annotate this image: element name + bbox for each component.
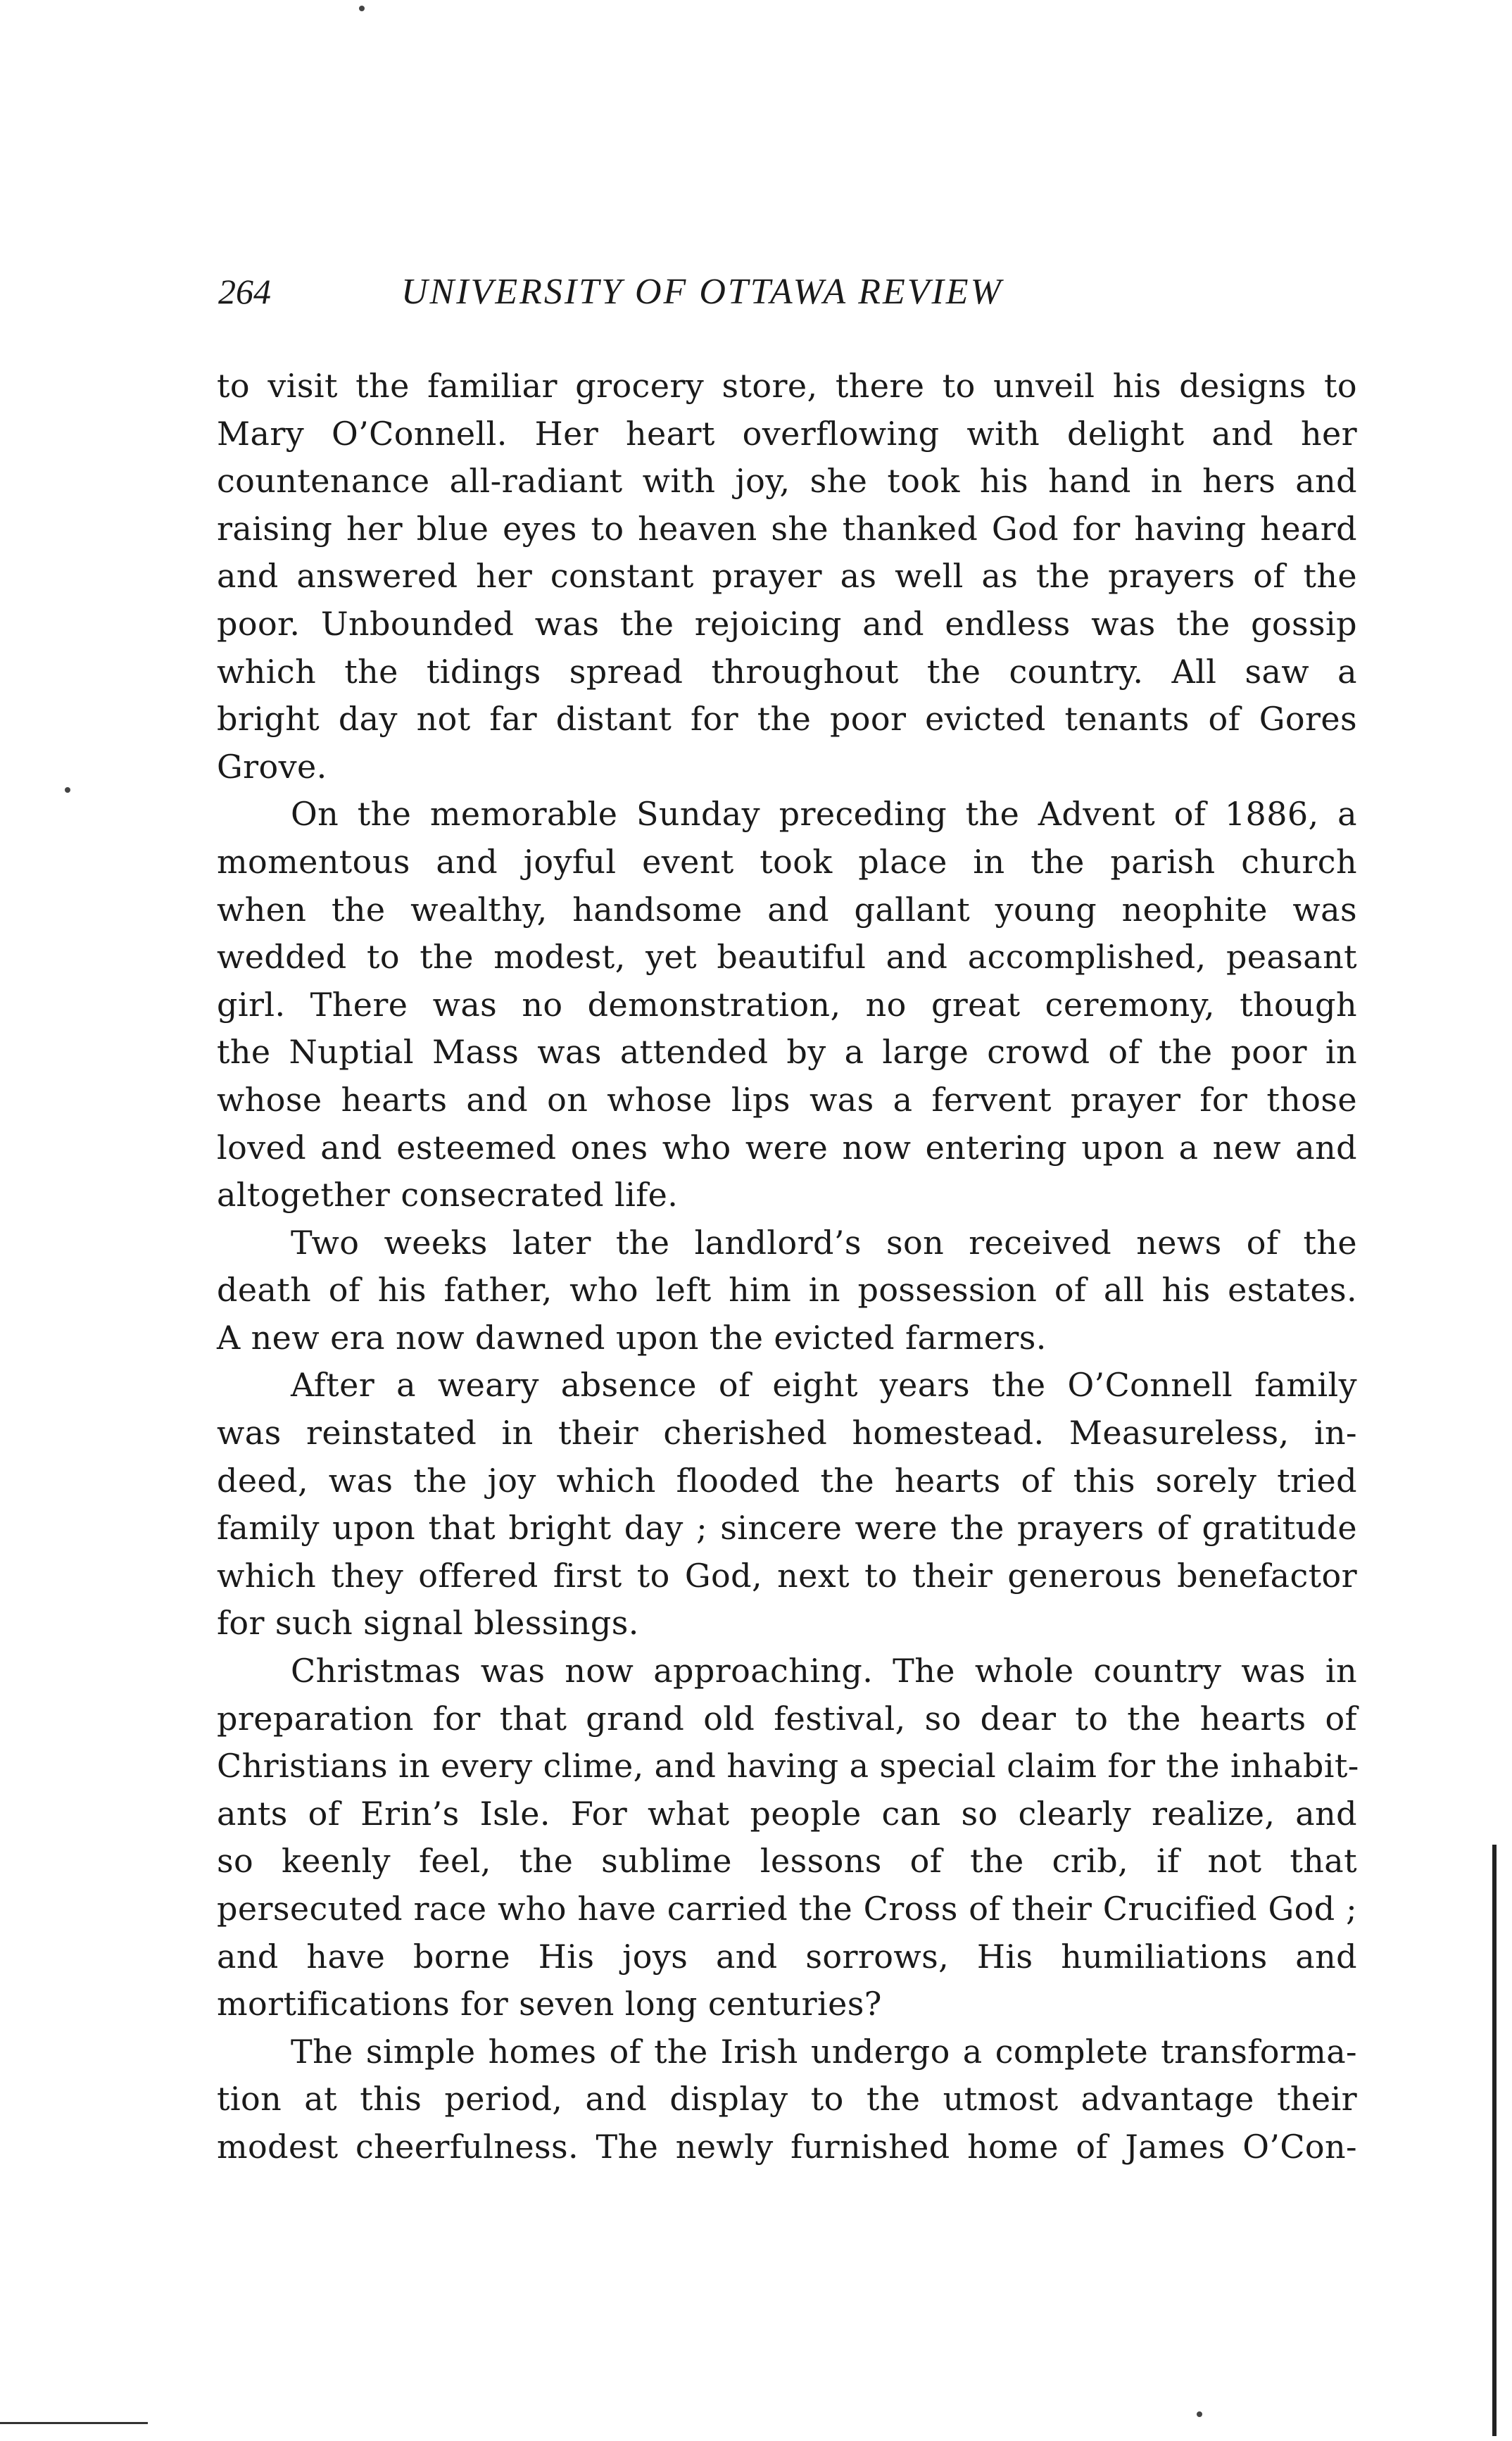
text-line: poor. Unbounded was the rejoicing and endless was the gossip — [217, 604, 1357, 643]
text-line: girl. There was no demonstration, no great ceremony, though — [217, 985, 1357, 1024]
text-line: bright day not far distant for the poor evicted tenants of Gores — [217, 700, 1357, 739]
scan-edge-mark — [1492, 1845, 1497, 2436]
text-line: wedded to the modest, yet beautiful and accomplished, peasant — [217, 938, 1357, 977]
text-line: and have borne His joys and sorrows, His humiliations and — [217, 1937, 1357, 1976]
text-line: death of his father, who left him in possession of all his estates. — [217, 1271, 1357, 1310]
text-line: tion at this period, and display to the utmost advantage their — [217, 2080, 1357, 2119]
page-header — [218, 271, 1359, 320]
running-title: UNIVERSITY OF OTTAWA REVIEW — [401, 272, 1003, 312]
page-number: 264 — [218, 272, 271, 311]
text-line: so keenly feel, the sublime lessons of the crib, if not that — [217, 1842, 1357, 1881]
text-line: altogether consecrated life. — [217, 1176, 679, 1215]
text-line: persecuted race who have carried the Cross of their Crucified God ; — [217, 1890, 1357, 1928]
scan-speck — [1197, 2411, 1202, 2417]
text-line: which they offered first to God, next to their generous benefactor — [217, 1556, 1357, 1595]
text-line: Christians in every clime, and having a special claim for the inhabit- — [217, 1747, 1359, 1786]
text-line: whose hearts and on whose lips was a fervent prayer for those — [217, 1080, 1357, 1119]
text-line: loved and esteemed ones who were now entering upon a new and — [217, 1128, 1357, 1167]
scan-speck — [359, 6, 365, 11]
text-line: family upon that bright day ; sincere were the prayers of gratitude — [217, 1509, 1357, 1548]
text-line: when the wealthy, handsome and gallant young neophite was — [217, 890, 1357, 929]
text-line: mortifications for seven long centuries? — [217, 1985, 882, 2023]
body-text — [217, 363, 1357, 2171]
text-line: Christmas was now approaching. The whole country was in — [291, 1652, 1357, 1690]
text-line: preparation for that grand old festival, so dear to the hearts of — [217, 1699, 1357, 1738]
text-line: A new era now dawned upon the evicted farmers. — [217, 1318, 1047, 1357]
text-line: modest cheerfulness. The newly furnished home of James O’Con- — [217, 2127, 1357, 2166]
text-line: deed, was the joy which flooded the hearts of this sorely tried — [217, 1461, 1357, 1500]
text-line: countenance all-radiant with joy, she took his hand in hers and — [217, 462, 1357, 501]
text-line: raising her blue eyes to heaven she thanked God for having heard — [217, 509, 1357, 548]
text-line: Two weeks later the landlord’s son received news of the — [291, 1223, 1357, 1262]
text-line: Mary O’Connell. Her heart overflowing with delight and her — [217, 414, 1357, 453]
text-line: The simple homes of the Irish undergo a complete transforma- — [291, 2032, 1357, 2071]
scan-edge-line — [0, 2422, 148, 2424]
text-line: which the tidings spread throughout the country. All saw a — [217, 652, 1357, 691]
text-line: and answered her constant prayer as well as the prayers of the — [217, 557, 1357, 596]
text-line: for such signal blessings. — [217, 1604, 639, 1643]
text-line: to visit the familiar grocery store, there to unveil his designs to — [217, 367, 1357, 405]
scan-speck — [65, 787, 70, 793]
text-line: momentous and joyful event took place in the parish church — [217, 842, 1357, 881]
text-line: On the memorable Sunday preceding the Advent of 1886, a — [291, 795, 1357, 834]
text-line: After a weary absence of eight years the O’Connell family — [291, 1366, 1357, 1405]
text-line: the Nuptial Mass was attended by a large crowd of the poor in — [217, 1033, 1357, 1072]
text-line: ants of Erin’s Isle. For what people can so clearly realize, and — [217, 1794, 1357, 1833]
text-line: Grove. — [217, 747, 327, 786]
text-line: was reinstated in their cherished homestead. Measureless, in- — [217, 1414, 1357, 1452]
